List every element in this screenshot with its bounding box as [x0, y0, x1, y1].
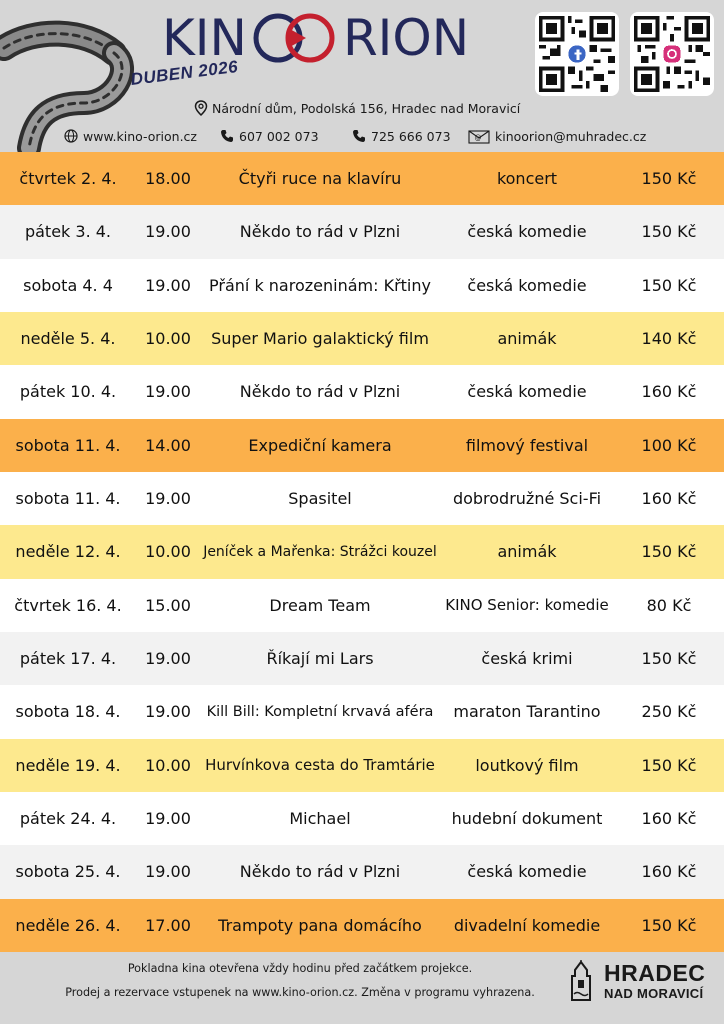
- screening-time: 19.00: [145, 862, 191, 882]
- screening-date: neděle 12. 4.: [15, 542, 121, 562]
- film-title: Expediční kamera: [248, 435, 392, 455]
- program-row: [0, 472, 724, 525]
- ticket-price: 100 Kč: [641, 435, 697, 455]
- town-logo: [604, 962, 705, 1000]
- ticket-price: 160 Kč: [641, 862, 697, 882]
- film-title: Přání k narozeninám: Křtiny: [209, 275, 431, 295]
- ticket-price: 160 Kč: [641, 382, 697, 402]
- screening-time: 10.00: [145, 329, 191, 349]
- ticket-price: 150 Kč: [641, 222, 697, 242]
- screening-time: 19.00: [145, 702, 191, 722]
- film-genre: česká krimi: [481, 649, 573, 669]
- film-title: Kill Bill: Kompletní krvavá aféra: [206, 703, 434, 720]
- program-row: [0, 365, 724, 418]
- footer: [0, 952, 724, 1024]
- program-row: [0, 685, 724, 738]
- ticket-price: 160 Kč: [641, 489, 697, 509]
- film-title: Čtyři ruce na klavíru: [238, 169, 402, 189]
- program-row: [0, 152, 724, 205]
- screening-time: 19.00: [145, 649, 191, 669]
- phone-icon: [220, 129, 234, 143]
- program-row: [0, 419, 724, 472]
- film-title: Super Mario galaktický film: [211, 329, 429, 349]
- film-genre: koncert: [496, 169, 558, 189]
- film-genre: dobrodružné Sci-Fi: [452, 489, 602, 509]
- film-title: Michael: [289, 809, 351, 829]
- website-contact[interactable]: [64, 126, 197, 146]
- screening-date: pátek 24. 4.: [19, 809, 117, 829]
- ticket-price: 160 Kč: [641, 809, 697, 829]
- town-subname: NAD MORAVICÍ: [604, 986, 704, 1001]
- screening-date: neděle 19. 4.: [15, 755, 121, 775]
- ticket-price: 80 Kč: [646, 595, 692, 615]
- program-row: [0, 739, 724, 792]
- screening-time: 19.00: [145, 382, 191, 402]
- town-name: HRADEC: [604, 960, 706, 986]
- program-row: [0, 312, 724, 365]
- film-genre: animák: [497, 329, 557, 349]
- location-pin-icon: [194, 100, 208, 116]
- screening-time: 18.00: [145, 169, 191, 189]
- film-genre: česká komedie: [467, 275, 587, 295]
- ticket-price: 150 Kč: [641, 275, 697, 295]
- program-row: [0, 259, 724, 312]
- logo-text-right: RION: [342, 9, 470, 67]
- film-genre: loutkový film: [475, 755, 579, 775]
- ticket-price: 140 Kč: [641, 329, 697, 349]
- logo-play-icon: [248, 10, 342, 66]
- film-genre: česká komedie: [467, 222, 587, 242]
- program-row: [0, 525, 724, 578]
- film-title: Někdo to rád v Plzni: [239, 222, 401, 242]
- screening-time: 19.00: [145, 275, 191, 295]
- ticket-price: 250 Kč: [641, 702, 697, 722]
- screening-date: sobota 11. 4.: [15, 489, 121, 509]
- screening-time: 19.00: [145, 489, 191, 509]
- ticket-price: 150 Kč: [641, 169, 697, 189]
- ticket-price: 150 Kč: [641, 755, 697, 775]
- phone-number-1[interactable]: 607 002 073: [239, 128, 319, 144]
- film-genre: animák: [497, 542, 557, 562]
- address-text: Národní dům, Podolská 156, Hradec nad Moravicí: [212, 100, 521, 116]
- town-crest-icon: [566, 960, 596, 1004]
- film-genre: KINO Senior: komedie: [445, 596, 609, 615]
- website-link[interactable]: www.kino-orion.cz: [83, 128, 197, 144]
- film-genre: filmový festival: [465, 435, 589, 455]
- film-title: Trampoty pana domácího: [218, 915, 422, 935]
- logo-text-left: KIN: [162, 9, 247, 67]
- phone-number-2[interactable]: 725 666 073: [371, 128, 451, 144]
- phone-icon: [352, 129, 366, 143]
- email-contact[interactable]: [468, 126, 646, 146]
- film-title: Dream Team: [269, 595, 371, 615]
- phone-contact-2[interactable]: [352, 126, 451, 146]
- film-genre: česká komedie: [467, 382, 587, 402]
- screening-date: neděle 26. 4.: [15, 915, 121, 935]
- program-row: [0, 632, 724, 685]
- film-title: Spasitel: [288, 489, 352, 509]
- email-icon: [468, 128, 490, 144]
- screening-time: 10.00: [145, 755, 191, 775]
- header: [0, 0, 724, 152]
- screening-date: čtvrtek 16. 4.: [14, 595, 122, 615]
- ticket-price: 150 Kč: [641, 542, 697, 562]
- ticket-sales-note: Prodej a rezervace vstupenek na www.kino-orion.cz. Změna v programu vyhrazena.: [65, 986, 535, 999]
- qr-code-instagram[interactable]: [630, 12, 714, 96]
- screening-time: 14.00: [145, 435, 191, 455]
- program-row: [0, 845, 724, 898]
- screening-date: sobota 11. 4.: [15, 435, 121, 455]
- svg-text:@: @: [474, 134, 482, 142]
- screening-time: 19.00: [145, 809, 191, 829]
- program-row: [0, 205, 724, 258]
- screening-date: sobota 18. 4.: [15, 702, 121, 722]
- box-office-note: Pokladna kina otevřena vždy hodinu před začátkem projekce.: [127, 962, 473, 975]
- screening-date: pátek 17. 4.: [19, 649, 117, 669]
- screening-date: neděle 5. 4.: [20, 329, 116, 349]
- program-table: [0, 152, 724, 952]
- screening-date: pátek 3. 4.: [24, 222, 112, 242]
- screening-date: čtvrtek 2. 4.: [19, 169, 117, 189]
- film-genre: divadelní komedie: [453, 915, 601, 935]
- program-month: DUBEN 2026: [129, 56, 240, 90]
- address: [194, 100, 520, 116]
- screening-date: pátek 10. 4.: [19, 382, 117, 402]
- screening-time: 15.00: [145, 595, 191, 615]
- screening-time: 19.00: [145, 222, 191, 242]
- screening-date: sobota 25. 4.: [15, 862, 121, 882]
- screening-date: sobota 4. 4: [23, 275, 113, 295]
- qr-code-facebook[interactable]: [535, 12, 619, 96]
- film-title: Někdo to rád v Plzni: [239, 862, 401, 882]
- program-row: [0, 792, 724, 845]
- ticket-price: 150 Kč: [641, 915, 697, 935]
- film-title: Někdo to rád v Plzni: [239, 382, 401, 402]
- film-genre: česká komedie: [467, 862, 587, 882]
- film-genre: maraton Tarantino: [453, 702, 601, 722]
- email-address[interactable]: kinoorion@muhradec.cz: [495, 128, 647, 144]
- ticket-price: 150 Kč: [641, 649, 697, 669]
- film-genre: hudební dokument: [451, 809, 603, 829]
- film-title: Říkají mi Lars: [266, 649, 374, 669]
- contact-bar: [64, 126, 664, 148]
- program-row: [0, 579, 724, 632]
- screening-time: 10.00: [145, 542, 191, 562]
- program-row: [0, 899, 724, 952]
- phone-contact-1[interactable]: [220, 126, 319, 146]
- globe-icon: [64, 129, 78, 143]
- film-title: Hurvínkova cesta do Tramtárie: [205, 756, 435, 775]
- film-title: Jeníček a Mařenka: Strážci kouzel: [203, 543, 437, 560]
- screening-time: 17.00: [145, 915, 191, 935]
